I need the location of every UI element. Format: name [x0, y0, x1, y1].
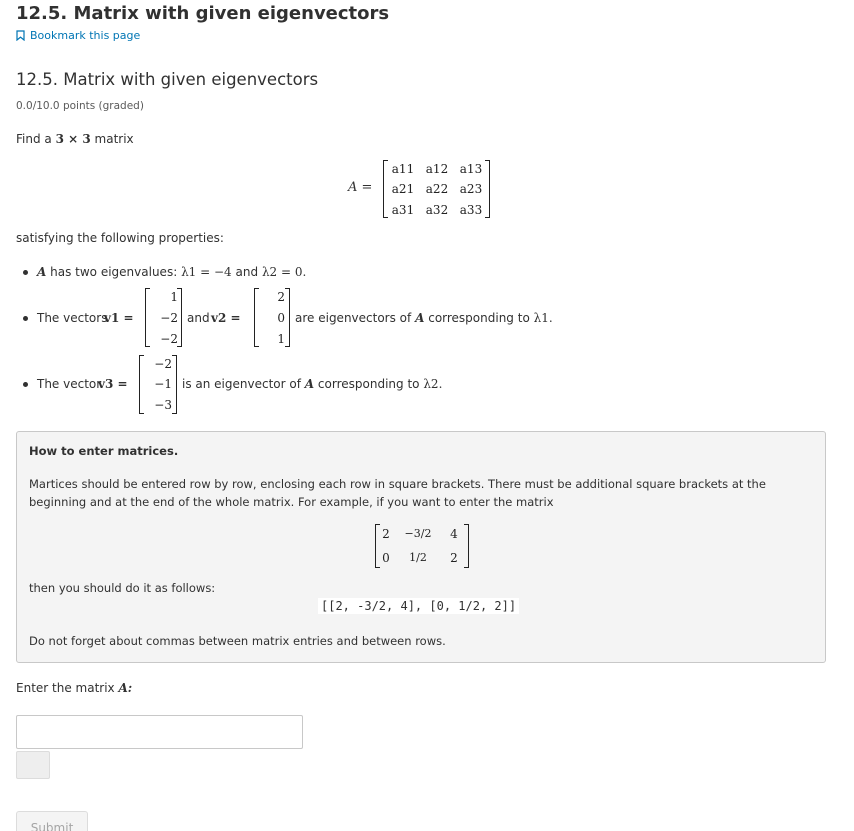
and-text: and — [187, 311, 210, 325]
points-status: 0.0/10.0 points (graded) — [16, 100, 144, 112]
lambda-1: λ1 = −4 — [181, 265, 232, 279]
v1-entry: −2 — [160, 332, 178, 346]
matrix-a-cell: a13 — [459, 162, 483, 176]
example-entry: 0 — [382, 551, 390, 565]
v2-label: v2 = — [211, 311, 241, 325]
problem-title: 12.5. Matrix with given eigenvectors — [16, 70, 319, 89]
matrix-answer-input[interactable] — [16, 715, 303, 749]
page-title: 12.5. Matrix with given eigenvectors — [16, 3, 390, 24]
bullet-suffix — [182, 377, 442, 391]
help-reminder: Do not forget about commas between matrix entries and between rows. — [29, 634, 446, 648]
matrix-a-cell: a33 — [459, 203, 483, 217]
var-a: A — [415, 311, 425, 325]
var-a: A — [304, 377, 315, 391]
suffix-text: corresponding to — [317, 377, 420, 391]
bullet-text: has two eigenvalues: — [50, 265, 178, 279]
v2-entry: 2 — [277, 290, 285, 304]
bookmark-icon — [16, 30, 25, 41]
bookmark-link[interactable] — [16, 29, 140, 42]
lambda-ref: λ2. — [423, 377, 443, 391]
help-title: How to enter matrices. — [29, 444, 179, 458]
example-entry: −3/2 — [404, 527, 432, 540]
intro-line — [16, 132, 134, 146]
prompt-text: Enter the matrix — [16, 681, 115, 695]
example-entry: 2 — [382, 527, 390, 541]
lambda-ref: λ1. — [533, 311, 553, 325]
bullet-dot — [23, 270, 28, 275]
help-paragraph: Martices should be entered row by row, enclosing each row in square brackets. There must be additional square brackets at the beginning and at the end of the whole matrix. For example, if you want to enter the matrix — [29, 477, 766, 509]
help-then-text: then you should do it as follows: — [29, 581, 216, 595]
suffix-text: corresponding to — [428, 311, 530, 325]
bullet-dot — [23, 382, 28, 387]
v2-entry: 1 — [277, 332, 285, 346]
v3-label: v3 = — [98, 377, 128, 391]
bullet-dot — [23, 316, 28, 321]
bullet-eigenvalues — [37, 265, 306, 279]
v1-entry: −2 — [160, 311, 178, 325]
v3-entry: −3 — [154, 398, 172, 412]
suffix-text: is an eigenvector of — [182, 377, 301, 391]
v2-right-bracket — [285, 288, 290, 347]
lambda-2: λ2 = 0. — [261, 265, 307, 279]
v1-label: v1 = — [104, 311, 134, 325]
matrix-a-cell: a12 — [425, 162, 449, 176]
matrix-a-cell: a32 — [425, 203, 449, 217]
example-right-bracket — [464, 524, 469, 568]
bullet-prefix: The vector — [37, 377, 102, 391]
var-a: A: — [118, 681, 133, 695]
answer-prompt — [16, 681, 132, 695]
matrix-lhs: A = — [348, 180, 373, 195]
bookmark-label: Bookmark this page — [30, 29, 141, 42]
properties-intro: satisfying the following properties: — [16, 231, 224, 245]
var-a: A — [37, 265, 47, 279]
bullet-prefix: The vectors — [37, 311, 108, 325]
v1-entry: 1 — [170, 290, 178, 304]
example-entry: 1/2 — [409, 551, 427, 564]
v3-entry: −1 — [154, 377, 172, 391]
and-text: and — [235, 265, 259, 279]
matrix-a-cell: a21 — [391, 182, 415, 196]
v3-entry: −2 — [154, 357, 172, 371]
matrix-a-cell: a11 — [391, 162, 415, 176]
answer-status-indicator — [16, 751, 50, 779]
intro-prefix: Find a — [16, 132, 52, 146]
suffix-text: are eigenvectors of — [295, 311, 412, 325]
matrix-a-cell: a22 — [425, 182, 449, 196]
example-code: [[2, -3/2, 4], [0, 1/2, 2]] — [318, 598, 519, 614]
matrix-a-cell: a31 — [391, 203, 415, 217]
submit-button[interactable]: Submit — [16, 811, 88, 831]
example-entry: 2 — [450, 551, 458, 565]
example-entry: 4 — [450, 527, 458, 541]
v2-entry: 0 — [277, 311, 285, 325]
intro-suffix: matrix — [94, 132, 134, 146]
matrix-a-cell: a23 — [459, 182, 483, 196]
intro-dims: 3 × 3 — [55, 132, 91, 146]
matrix-entry-help-box — [16, 431, 826, 663]
bullet-suffix — [295, 311, 553, 325]
v3-right-bracket — [172, 355, 177, 414]
